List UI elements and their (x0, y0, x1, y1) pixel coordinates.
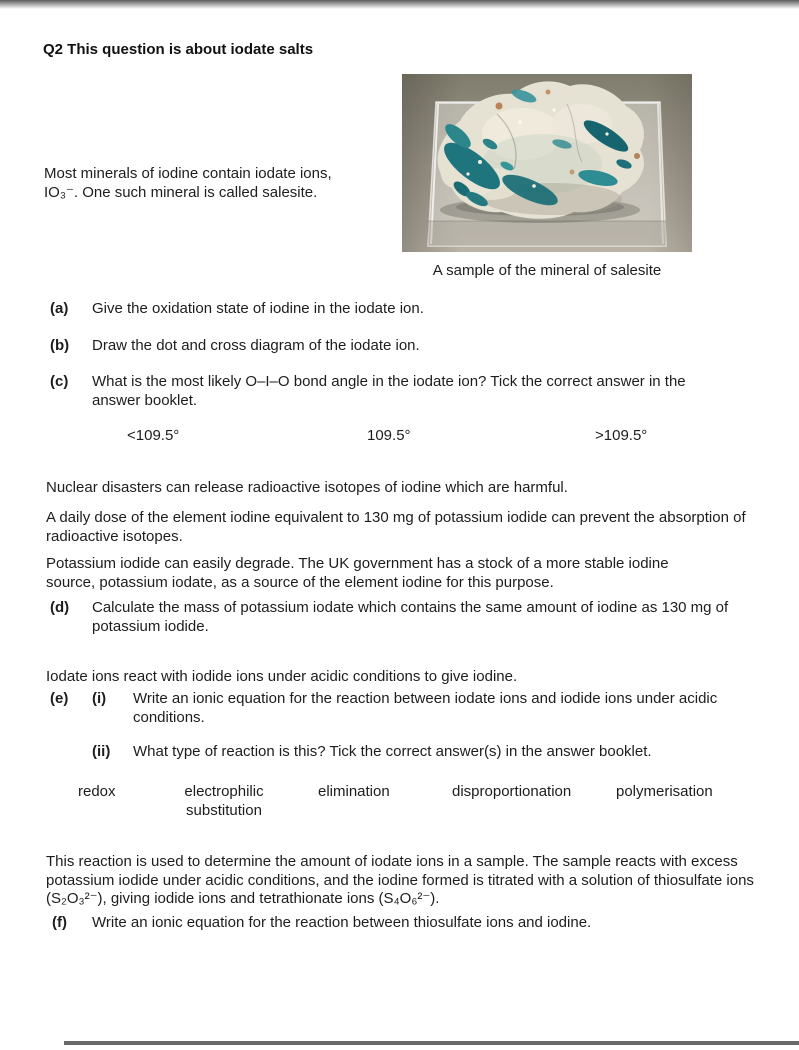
page-bottom-edge-line (64, 1041, 799, 1045)
reaction-option-redox: redox (78, 783, 116, 800)
part-a (50, 300, 424, 319)
part-d-label: (d) (50, 599, 70, 616)
reaction-option-polymerisation: polymerisation (616, 783, 713, 800)
part-a-text: Give the oxidation state of iodine in the iodate ion. (92, 300, 424, 317)
angle-option-less-than: <109.5° (127, 427, 180, 444)
mineral-photo (402, 74, 692, 252)
paragraph-iodate-reacts: Iodate ions react with iodide ions under acidic conditions to give iodine. (46, 668, 518, 685)
part-b (50, 337, 420, 356)
part-c-label: (c) (50, 373, 69, 390)
part-d-text: Calculate the mass of potassium iodate which contains the same amount of iodine as 130 mg of potassium iodide. (92, 599, 729, 635)
part-e-i-label: (i) (92, 690, 107, 707)
part-f-label: (f) (52, 914, 67, 931)
part-c-text: What is the most likely O–I–O bond angle in the iodate ion? Tick the correct answer in the answer booklet. (92, 373, 686, 409)
part-e-i (50, 690, 743, 727)
reaction-option-electrophilic-substitution: electrophilic substitution (184, 783, 264, 819)
mineral-photo-illustration (402, 74, 692, 252)
part-b-label: (b) (50, 337, 70, 354)
angle-option-greater-than: >109.5° (595, 427, 648, 444)
part-a-label: (a) (50, 300, 69, 317)
page-top-edge-shadow (0, 0, 799, 9)
part-b-text: Draw the dot and cross diagram of the iodate ion. (92, 337, 420, 354)
angle-option-equal: 109.5° (367, 427, 411, 444)
reaction-option-elimination: elimination (318, 783, 390, 800)
question-title: Q2 This question is about iodate salts (43, 41, 314, 58)
paragraph-daily-dose: A daily dose of the element iodine equivalent to 130 mg of potassium iodide can prevent the absorption of radioactive isotopes. (46, 509, 746, 545)
photo-caption: A sample of the mineral of salesite (432, 262, 662, 279)
part-f (52, 914, 591, 933)
intro-paragraph: Most minerals of iodine contain iodate ions, IO₃⁻. One such mineral is called salesite. (44, 165, 332, 201)
part-e-label: (e) (50, 690, 69, 707)
part-e-i-text: Write an ionic equation for the reaction between iodate ions and iodide ions under acidic conditions. (133, 690, 718, 726)
part-d (50, 599, 742, 636)
part-e-ii (92, 743, 652, 762)
part-e-ii-text: What type of reaction is this? Tick the correct answer(s) in the answer booklet. (133, 743, 652, 760)
reaction-option-disproportionation: disproportionation (452, 783, 572, 800)
paragraph-nuclear-disasters: Nuclear disasters can release radioactive isotopes of iodine which are harmful. (46, 479, 568, 496)
part-c (50, 373, 728, 410)
part-f-text: Write an ionic equation for the reaction between thiosulfate ions and iodine. (92, 914, 592, 931)
paragraph-titration: This reaction is used to determine the amount of iodate ions in a sample. The sample reacts with excess potassium iodide under acidic conditions, and the iodine formed is titrated with a solution of thiosulfate ions (S₂O₃²⁻), giving iodide ions and tetrathionate ions (S₄O₆²⁻). (46, 853, 754, 907)
part-e-ii-label: (ii) (92, 743, 111, 760)
paragraph-potassium-iodide-degrade: Potassium iodide can easily degrade. The UK government has a stock of a more stable iodine source, potassium iodate, as a source of the element iodine for this purpose. (46, 555, 669, 591)
